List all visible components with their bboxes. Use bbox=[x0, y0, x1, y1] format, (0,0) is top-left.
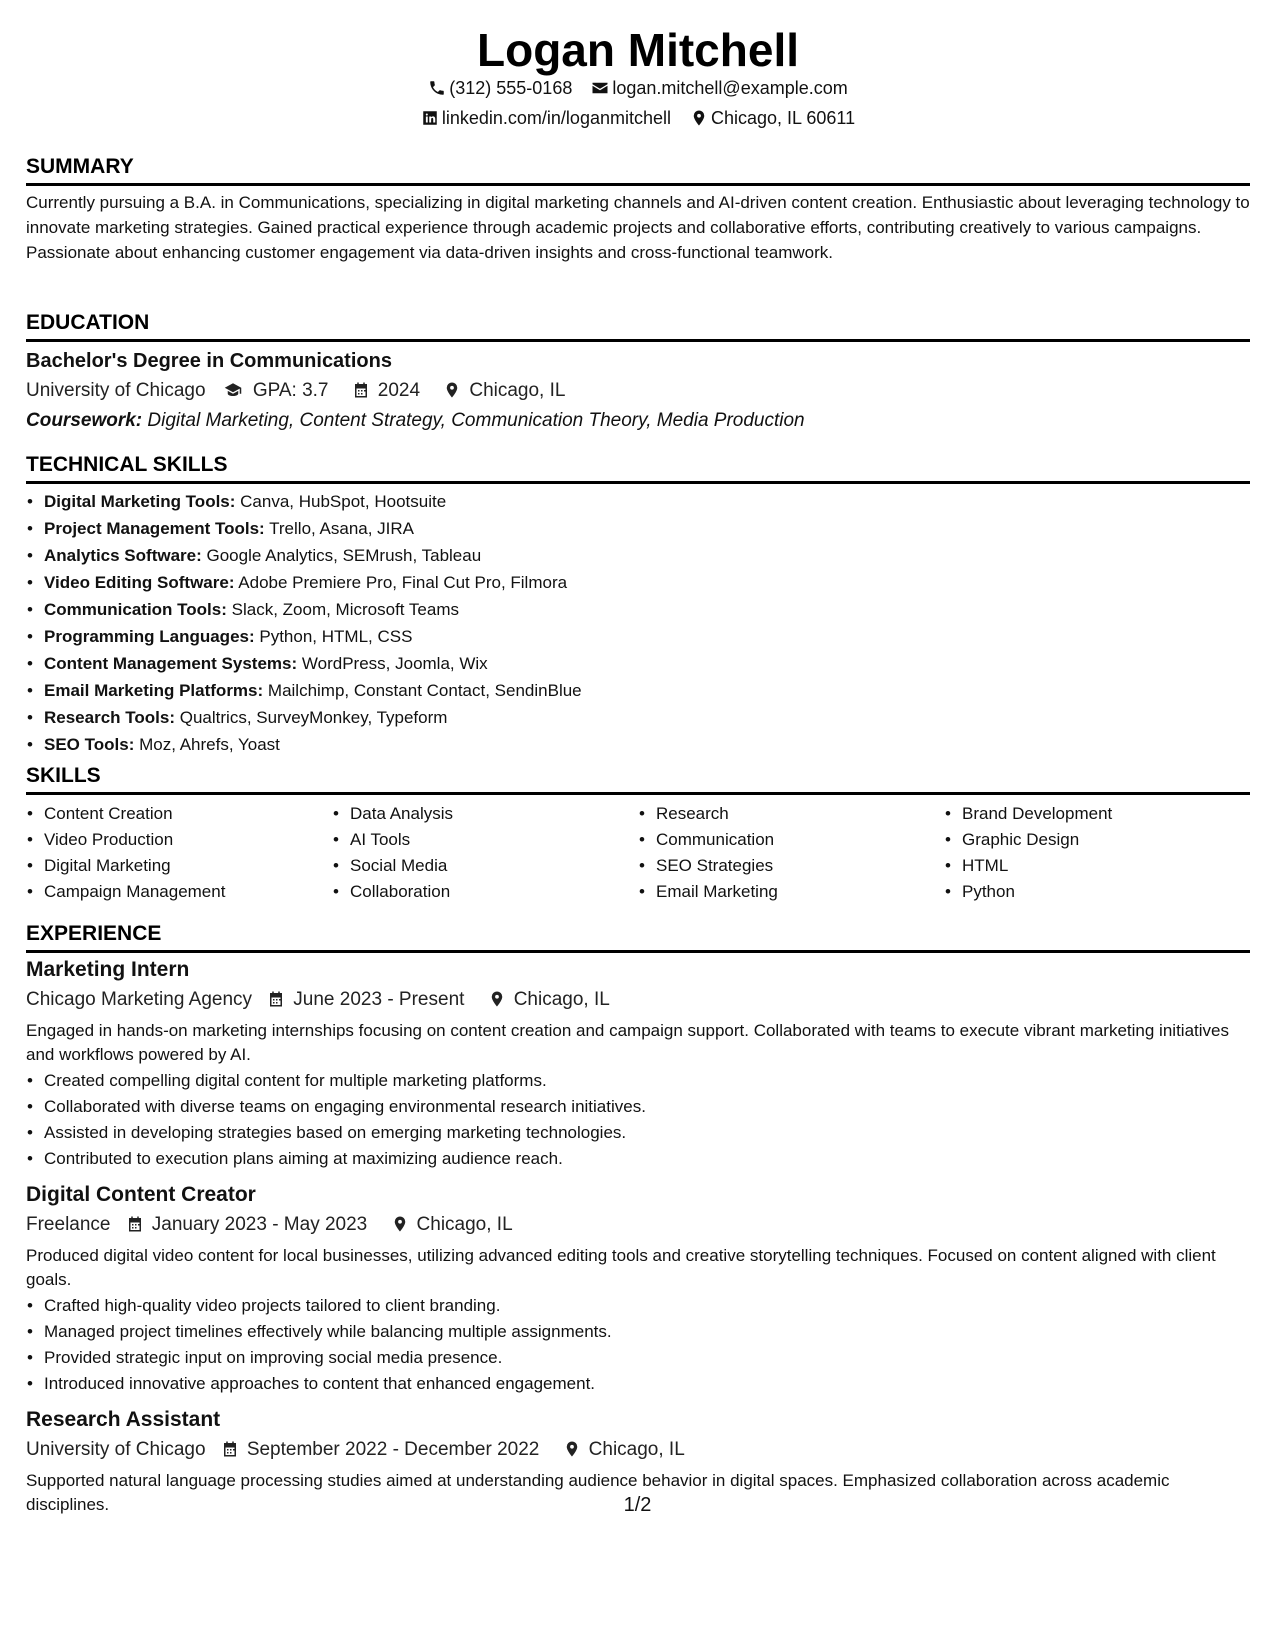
job-bullets bbox=[26, 1293, 1250, 1397]
linkedin-url[interactable]: linkedin.com/in/loganmitchell bbox=[441, 108, 671, 128]
list-item: • Managed project timelines effectively while balancing multiple assignments. bbox=[44, 1319, 1250, 1345]
list-item: • HTML bbox=[962, 853, 1250, 879]
list-item bbox=[44, 677, 1250, 704]
list-item: • Email Marketing bbox=[656, 879, 944, 905]
phone-icon bbox=[428, 79, 446, 97]
job-location: Chicago, IL bbox=[416, 1214, 513, 1235]
map-pin-icon bbox=[690, 109, 708, 127]
list-item: • Provided strategic input on improving social media presence. bbox=[44, 1345, 1250, 1371]
job-dates: September 2022 - December 2022 bbox=[246, 1439, 540, 1460]
job-location: Chicago, IL bbox=[588, 1439, 685, 1460]
degree-title: Bachelor's Degree in Communications bbox=[26, 350, 392, 372]
list-item: • Created compelling digital content for multiple marketing platforms. bbox=[44, 1068, 1250, 1094]
list-item: • AI Tools bbox=[350, 827, 638, 853]
list-item: • Data Analysis bbox=[350, 801, 638, 827]
email-item[interactable] bbox=[591, 76, 847, 100]
list-item: • Collaboration bbox=[350, 879, 638, 905]
education-section bbox=[26, 308, 1250, 436]
job-role: Marketing Intern bbox=[26, 958, 190, 981]
summary-section bbox=[26, 152, 1250, 265]
skill-category: Digital Marketing Tools: bbox=[44, 492, 236, 511]
job-entry bbox=[26, 955, 1250, 1172]
skill-values: Mailchimp, Constant Contact, SendinBlue bbox=[267, 681, 582, 700]
job-company: Freelance bbox=[26, 1214, 111, 1235]
job-role: Research Assistant bbox=[26, 1408, 221, 1431]
linkedin-item[interactable] bbox=[421, 106, 671, 130]
list-item bbox=[44, 650, 1250, 677]
phone-item bbox=[428, 76, 572, 100]
skills-grid bbox=[26, 801, 1250, 905]
list-item: • Communication bbox=[656, 827, 944, 853]
skill-values: Trello, Asana, JIRA bbox=[269, 519, 415, 538]
location-text: Chicago, IL 60611 bbox=[711, 108, 856, 128]
map-pin-icon bbox=[443, 381, 461, 399]
calendar-icon bbox=[352, 381, 370, 399]
phone-number: (312) 555-0168 bbox=[449, 78, 573, 98]
skill-category: Project Management Tools: bbox=[44, 519, 265, 538]
skill-category: Analytics Software: bbox=[44, 546, 202, 565]
skills-section bbox=[26, 761, 1250, 905]
section-title-experience: EXPERIENCE bbox=[26, 919, 1250, 953]
job-description: Produced digital video content for local businesses, utilizing advanced editing tools and creative storytelling techniques. Focused on content aligned with client goals. bbox=[26, 1246, 1216, 1289]
list-item: • Introduced innovative approaches to content that enhanced engagement. bbox=[44, 1371, 1250, 1397]
skill-category: Programming Languages: bbox=[44, 627, 255, 646]
graduation-cap-icon bbox=[221, 381, 245, 399]
skill-category: Video Editing Software: bbox=[44, 573, 235, 592]
skill-values: WordPress, Joomla, Wix bbox=[301, 654, 488, 673]
job-entry bbox=[26, 1180, 1250, 1397]
envelope-icon bbox=[591, 79, 609, 97]
list-item: • Video Production bbox=[44, 827, 332, 853]
list-item: • Digital Marketing bbox=[44, 853, 332, 879]
map-pin-icon bbox=[391, 1215, 409, 1233]
job-dates: June 2023 - Present bbox=[293, 989, 465, 1010]
list-item bbox=[44, 731, 1250, 758]
job-location: Chicago, IL bbox=[513, 989, 610, 1010]
list-item: • Graphic Design bbox=[962, 827, 1250, 853]
section-title-technical-skills: TECHNICAL SKILLS bbox=[26, 450, 1250, 484]
school-name: University of Chicago bbox=[26, 380, 206, 401]
list-item: • Campaign Management bbox=[44, 879, 332, 905]
job-meta bbox=[26, 985, 1250, 1015]
list-item: • Assisted in developing strategies based on emerging marketing technologies. bbox=[44, 1120, 1250, 1146]
calendar-icon bbox=[126, 1215, 144, 1233]
job-role: Digital Content Creator bbox=[26, 1183, 256, 1206]
experience-section bbox=[26, 919, 1250, 1517]
skill-values: Python, HTML, CSS bbox=[259, 627, 413, 646]
skill-category: Research Tools: bbox=[44, 708, 176, 727]
list-item bbox=[44, 569, 1250, 596]
skills-column bbox=[26, 801, 332, 905]
list-item bbox=[44, 542, 1250, 569]
email-address[interactable]: logan.mitchell@example.com bbox=[612, 78, 848, 98]
calendar-icon bbox=[267, 990, 285, 1008]
job-meta bbox=[26, 1435, 1250, 1465]
skill-values: Canva, HubSpot, Hootsuite bbox=[240, 492, 447, 511]
technical-skills-section bbox=[26, 450, 1250, 758]
graduation-year: 2024 bbox=[377, 380, 421, 401]
skill-values: Adobe Premiere Pro, Final Cut Pro, Filmora bbox=[238, 573, 568, 592]
list-item bbox=[44, 488, 1250, 515]
job-dates: January 2023 - May 2023 bbox=[151, 1214, 368, 1235]
coursework-label: Coursework: bbox=[26, 410, 143, 431]
map-pin-icon bbox=[488, 990, 506, 1008]
education-location: Chicago, IL bbox=[469, 380, 566, 401]
list-item: • Python bbox=[962, 879, 1250, 905]
coursework-list: Digital Marketing, Content Strategy, Communication Theory, Media Production bbox=[147, 410, 805, 431]
list-item bbox=[44, 515, 1250, 542]
skills-column bbox=[638, 801, 944, 905]
job-company: University of Chicago bbox=[26, 1439, 206, 1460]
skill-values: Slack, Zoom, Microsoft Teams bbox=[231, 600, 459, 619]
skill-category: SEO Tools: bbox=[44, 735, 135, 754]
list-item bbox=[44, 623, 1250, 650]
education-entry bbox=[26, 346, 1250, 436]
skill-category: Email Marketing Platforms: bbox=[44, 681, 264, 700]
linkedin-icon bbox=[421, 109, 439, 127]
location-item bbox=[690, 106, 855, 130]
section-title-education: EDUCATION bbox=[26, 308, 1250, 342]
summary-text: Currently pursuing a B.A. in Communications, specializing in digital marketing channels and AI-driven content creation. Enthusiastic about leveraging technology to innovate marketing strategies. Gained practical experience through academic projects and collaborative efforts, contributing creatively to various campaigns. Passionate about enhancing customer engagement via data-driven insights and cross-functional teamwork. bbox=[26, 193, 1250, 262]
job-bullets bbox=[26, 1068, 1250, 1172]
list-item: • Social Media bbox=[350, 853, 638, 879]
coursework bbox=[26, 406, 1250, 436]
page-number: 1/2 bbox=[623, 1494, 652, 1516]
contact-row-1 bbox=[26, 76, 1250, 100]
gpa: GPA: 3.7 bbox=[252, 380, 329, 401]
section-title-skills: SKILLS bbox=[26, 761, 1250, 795]
skill-values: Moz, Ahrefs, Yoast bbox=[139, 735, 280, 754]
job-description: Supported natural language processing studies aimed at understanding audience behavior in digital spaces. Emphasized collaboration across academic disciplines. bbox=[26, 1471, 1170, 1514]
skills-column bbox=[944, 801, 1250, 905]
map-pin-icon bbox=[563, 1440, 581, 1458]
skills-column bbox=[332, 801, 638, 905]
list-item: • Contributed to execution plans aiming at maximizing audience reach. bbox=[44, 1146, 1250, 1172]
contact-row-2 bbox=[26, 106, 1250, 130]
technical-skills-list bbox=[26, 488, 1250, 758]
job-description: Engaged in hands-on marketing internships focusing on content creation and campaign support. Collaborated with teams to execute vibrant marketing initiatives and workflows powered by AI. bbox=[26, 1021, 1229, 1064]
job-meta bbox=[26, 1210, 1250, 1240]
skill-category: Content Management Systems: bbox=[44, 654, 298, 673]
list-item bbox=[44, 596, 1250, 623]
list-item bbox=[44, 704, 1250, 731]
section-title-summary: SUMMARY bbox=[26, 152, 1250, 186]
job-company: Chicago Marketing Agency bbox=[26, 989, 253, 1010]
education-meta bbox=[26, 376, 1250, 406]
list-item: • Collaborated with diverse teams on engaging environmental research initiatives. bbox=[44, 1094, 1250, 1120]
list-item: • Research bbox=[656, 801, 944, 827]
skill-values: Google Analytics, SEMrush, Tableau bbox=[206, 546, 482, 565]
list-item: • SEO Strategies bbox=[656, 853, 944, 879]
candidate-name: Logan Mitchell bbox=[477, 24, 799, 76]
list-item: • Brand Development bbox=[962, 801, 1250, 827]
calendar-icon bbox=[221, 1440, 239, 1458]
skill-category: Communication Tools: bbox=[44, 600, 227, 619]
list-item: • Crafted high-quality video projects tailored to client branding. bbox=[44, 1293, 1250, 1319]
list-item: • Content Creation bbox=[44, 801, 332, 827]
skill-values: Qualtrics, SurveyMonkey, Typeform bbox=[179, 708, 448, 727]
